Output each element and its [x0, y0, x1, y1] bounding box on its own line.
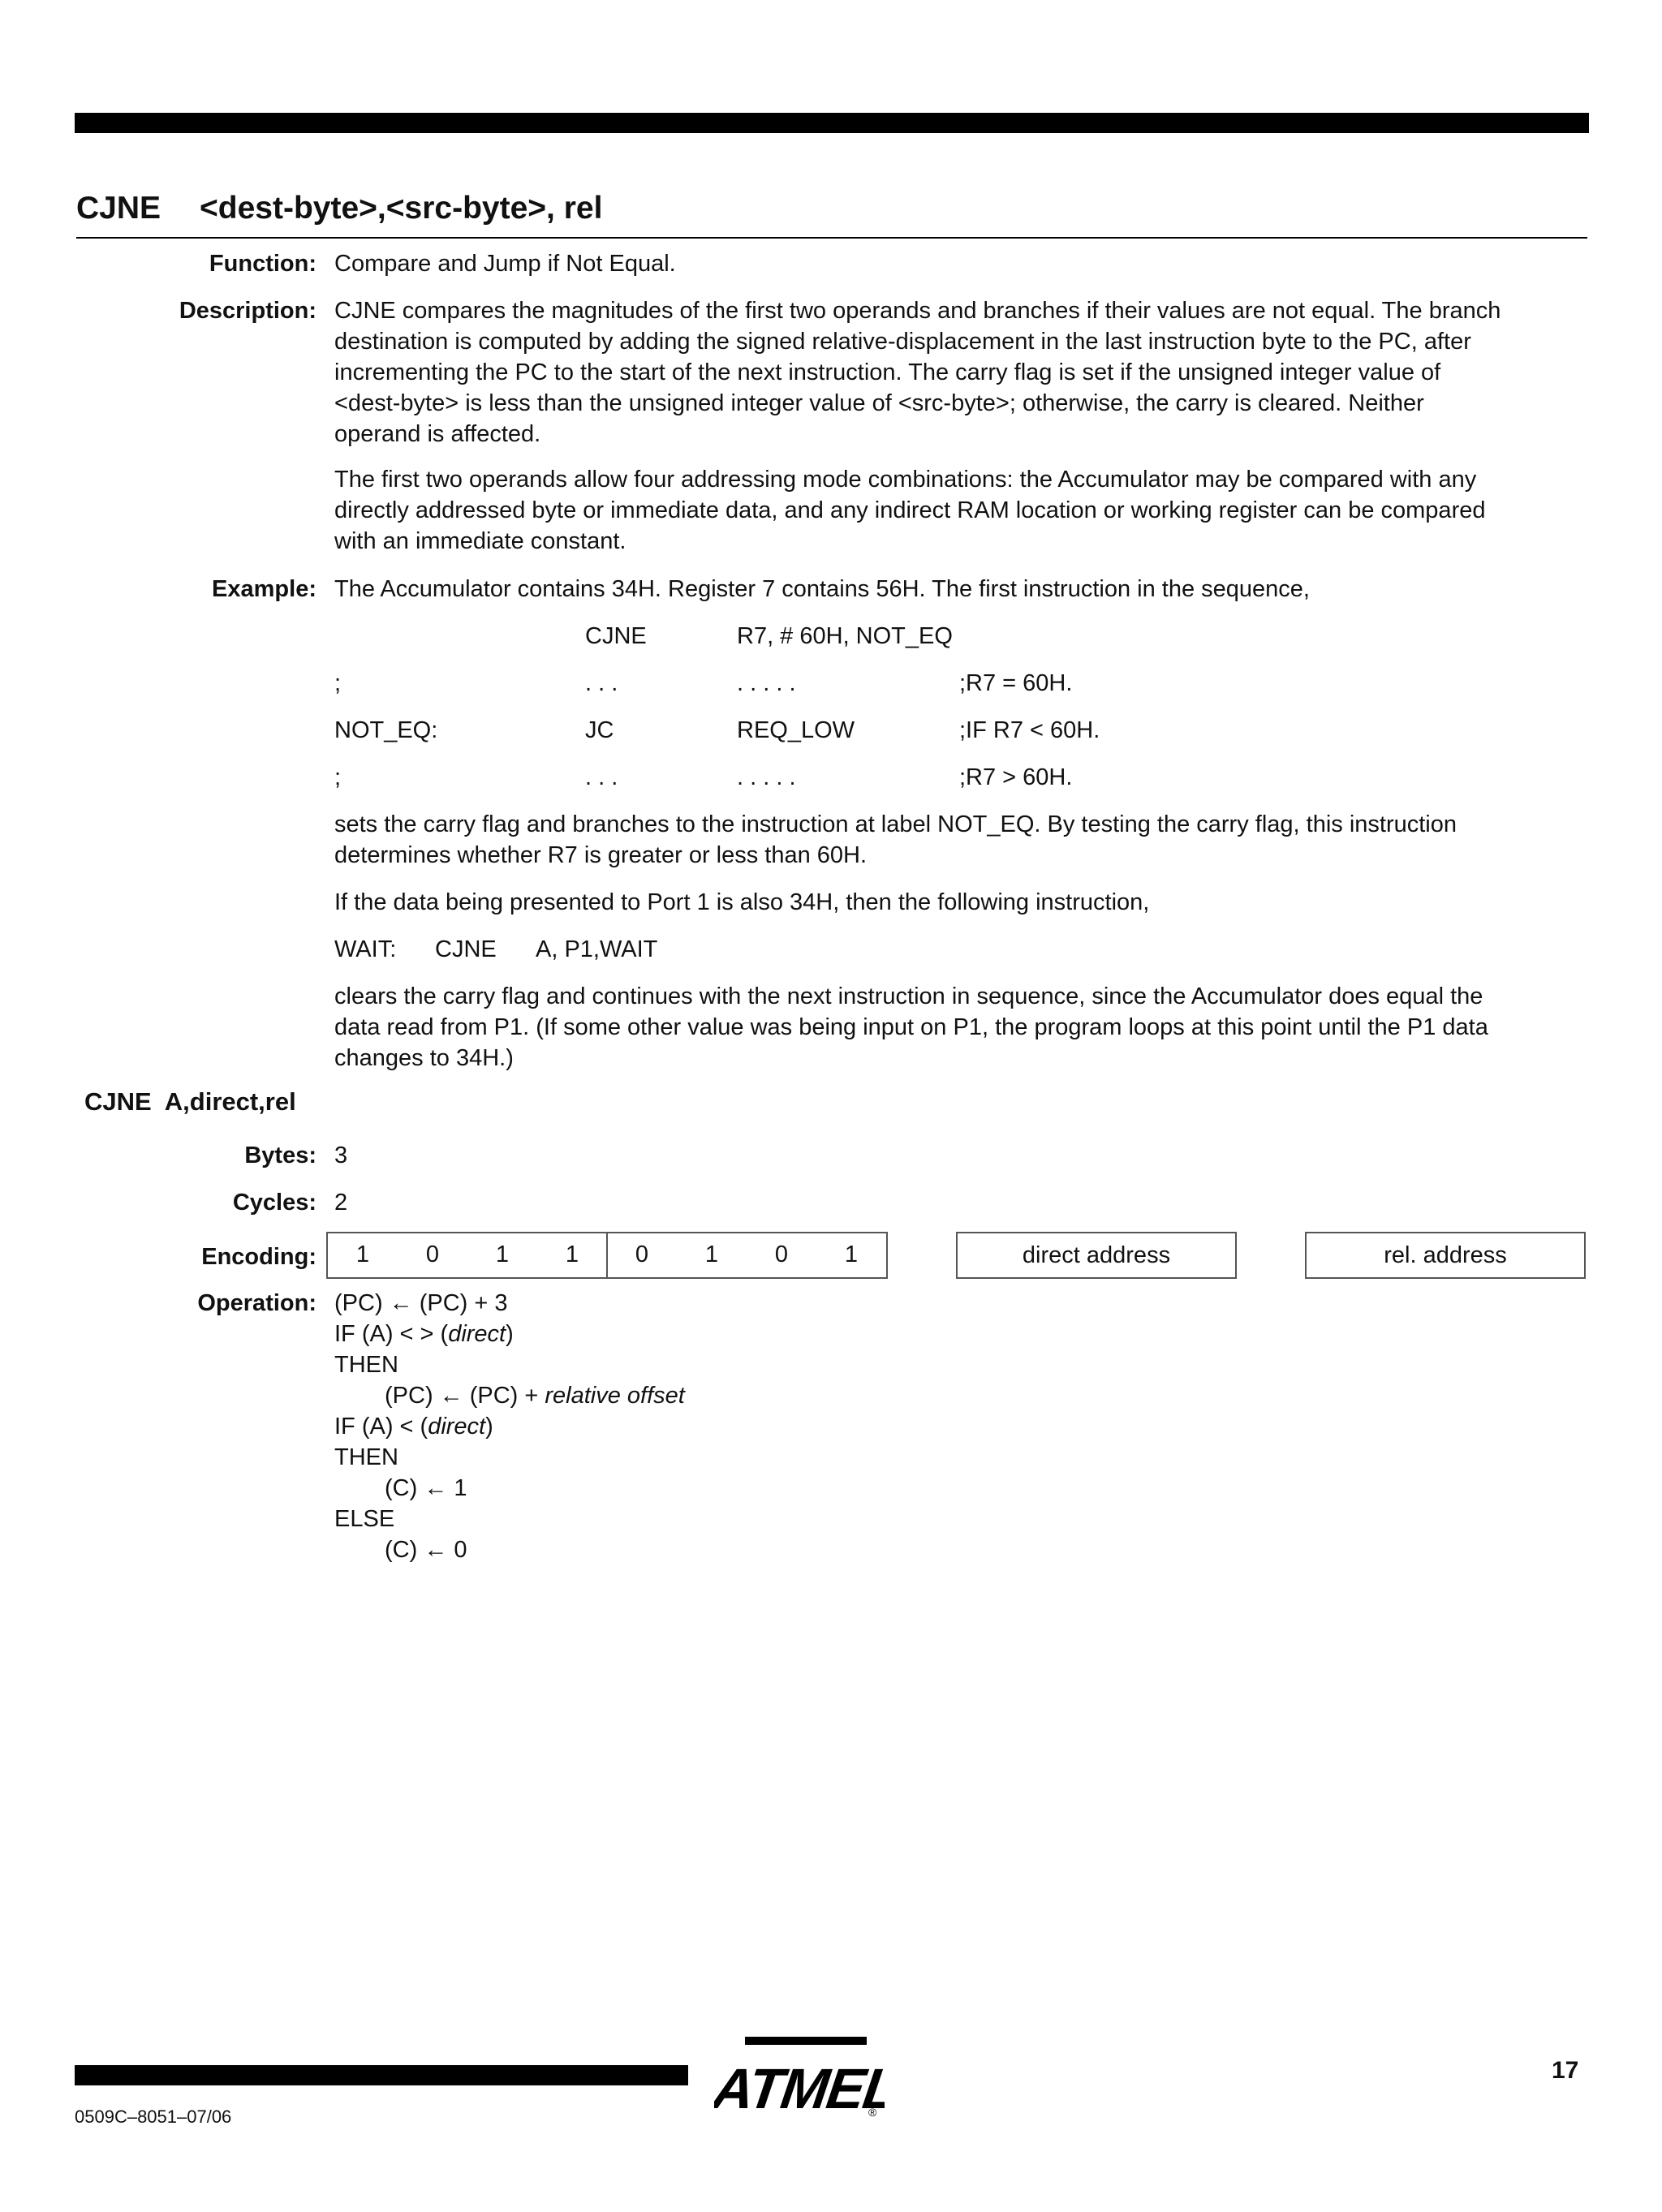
code-args: R7, # 60H, NOT_EQ: [737, 623, 953, 649]
function-text: Compare and Jump if Not Equal.: [334, 251, 676, 277]
operation-line: (PC) ← (PC) + relative offset: [385, 1383, 685, 1409]
code-op: CJNE: [585, 623, 647, 649]
code-label: NOT_EQ:: [334, 717, 438, 743]
code-comment: ;IF R7 < 60H.: [959, 717, 1100, 743]
description-label: Description:: [179, 298, 316, 324]
text-line: clears the carry flag and continues with the next instruction in sequence, since the Accumulator does equal the: [334, 983, 1483, 1009]
text-line: sets the carry flag and branches to the instruction at label NOT_EQ. By testing the carry flag, this instruction: [334, 811, 1457, 837]
wait-op: CJNE: [435, 936, 497, 962]
rel-address-box: rel. address: [1305, 1232, 1586, 1279]
encoding-bit: 1: [355, 1242, 370, 1267]
wait-args: A, P1,WAIT: [536, 936, 658, 962]
title-mnemonic: CJNE: [76, 191, 161, 226]
direct-address-box: direct address: [956, 1232, 1237, 1279]
encoding-bit: 1: [495, 1242, 510, 1267]
function-label: Function:: [209, 251, 316, 277]
svg-text:ATMEL: ATMEL: [714, 2056, 885, 2118]
atmel-logo: [714, 2037, 885, 2122]
text-line: destination is computed by adding the signed relative-displacement in the last instruction byte to the PC, after: [334, 329, 1471, 355]
example-final-text: [334, 981, 1584, 1074]
code-op: . . .: [585, 670, 618, 696]
operation-line: IF (A) < (direct): [334, 1414, 493, 1440]
code-args: . . . . .: [737, 670, 796, 696]
text-line: CJNE compares the magnitudes of the first two operands and branches if their values are not equal. The branch: [334, 298, 1501, 324]
operation-line: THEN: [334, 1352, 398, 1378]
example-label: Example:: [212, 576, 316, 602]
text-line: data read from P1. (If some other value was being input on P1, the program loops at this point until the P1 data: [334, 1014, 1488, 1040]
cycles-label: Cycles:: [232, 1190, 316, 1216]
footer-rule: [75, 2065, 688, 2085]
encoding-bit: 1: [844, 1242, 859, 1267]
encoding-bit: 0: [774, 1242, 789, 1267]
example-after-text: [334, 809, 1584, 871]
code-label: ;: [334, 764, 342, 790]
text-line: incrementing the PC to the start of the next instruction. The carry flag is set if the unsigned integer value of: [334, 359, 1441, 385]
text-line: with an immediate constant.: [334, 528, 626, 554]
encoding-bit: 1: [565, 1242, 579, 1267]
bytes-label: Bytes:: [244, 1143, 316, 1168]
code-comment: ;R7 > 60H.: [959, 764, 1073, 790]
encoding-bit: 0: [425, 1242, 440, 1267]
page-number: 17: [1552, 2057, 1579, 2084]
wait-label: WAIT:: [334, 936, 397, 962]
bytes-value: 3: [334, 1143, 348, 1168]
text-line: The first two operands allow four addressing mode combinations: the Accumulator may be compared with any: [334, 467, 1477, 493]
cycles-value: 2: [334, 1190, 348, 1216]
operation-label: Operation:: [197, 1290, 316, 1316]
operation-line: IF (A) < > (direct): [334, 1321, 514, 1347]
variant-heading: CJNE A,direct,rel: [84, 1087, 296, 1116]
encoding-label: Encoding:: [201, 1244, 316, 1270]
code-label: ;: [334, 670, 342, 696]
code-op: . . .: [585, 764, 618, 790]
operation-line: (C) ← 1: [385, 1475, 467, 1501]
title-rule: [76, 237, 1587, 239]
atmel-logo-graphic: [714, 2037, 885, 2118]
code-args: REQ_LOW: [737, 717, 855, 743]
encoding-bit: 0: [635, 1242, 649, 1267]
encoding-bit: 1: [704, 1242, 719, 1267]
title-operands: <dest-byte>,<src-byte>, rel: [200, 191, 603, 226]
operation-line: (C) ← 0: [385, 1537, 467, 1563]
code-args: . . . . .: [737, 764, 796, 790]
doc-code: 0509C–8051–07/06: [75, 2107, 232, 2127]
operation-line: THEN: [334, 1444, 398, 1470]
text-line: <dest-byte> is less than the unsigned integer value of <src-byte>; otherwise, the carry is cleared. Neither: [334, 390, 1424, 416]
operation-line: ELSE: [334, 1506, 395, 1532]
svg-text:®: ®: [868, 2106, 877, 2118]
code-op: JC: [585, 717, 614, 743]
description-paragraph-2: [334, 464, 1584, 557]
text-line: determines whether R7 is greater or less than 60H.: [334, 842, 868, 868]
code-comment: ;R7 = 60H.: [959, 670, 1073, 696]
example-port-line: If the data being presented to Port 1 is also 34H, then the following instruction,: [334, 889, 1150, 915]
description-paragraph-1: [334, 295, 1584, 450]
example-intro: The Accumulator contains 34H. Register 7 contains 56H. The first instruction in the sequence,: [334, 576, 1310, 602]
top-rule: [75, 113, 1589, 133]
page-title: [76, 191, 602, 226]
text-line: operand is affected.: [334, 421, 541, 447]
text-line: changes to 34H.): [334, 1045, 514, 1071]
operation-line: (PC) ← (PC) + 3: [334, 1290, 508, 1316]
text-line: directly addressed byte or immediate data, and any indirect RAM location or working register can be compared: [334, 497, 1486, 523]
